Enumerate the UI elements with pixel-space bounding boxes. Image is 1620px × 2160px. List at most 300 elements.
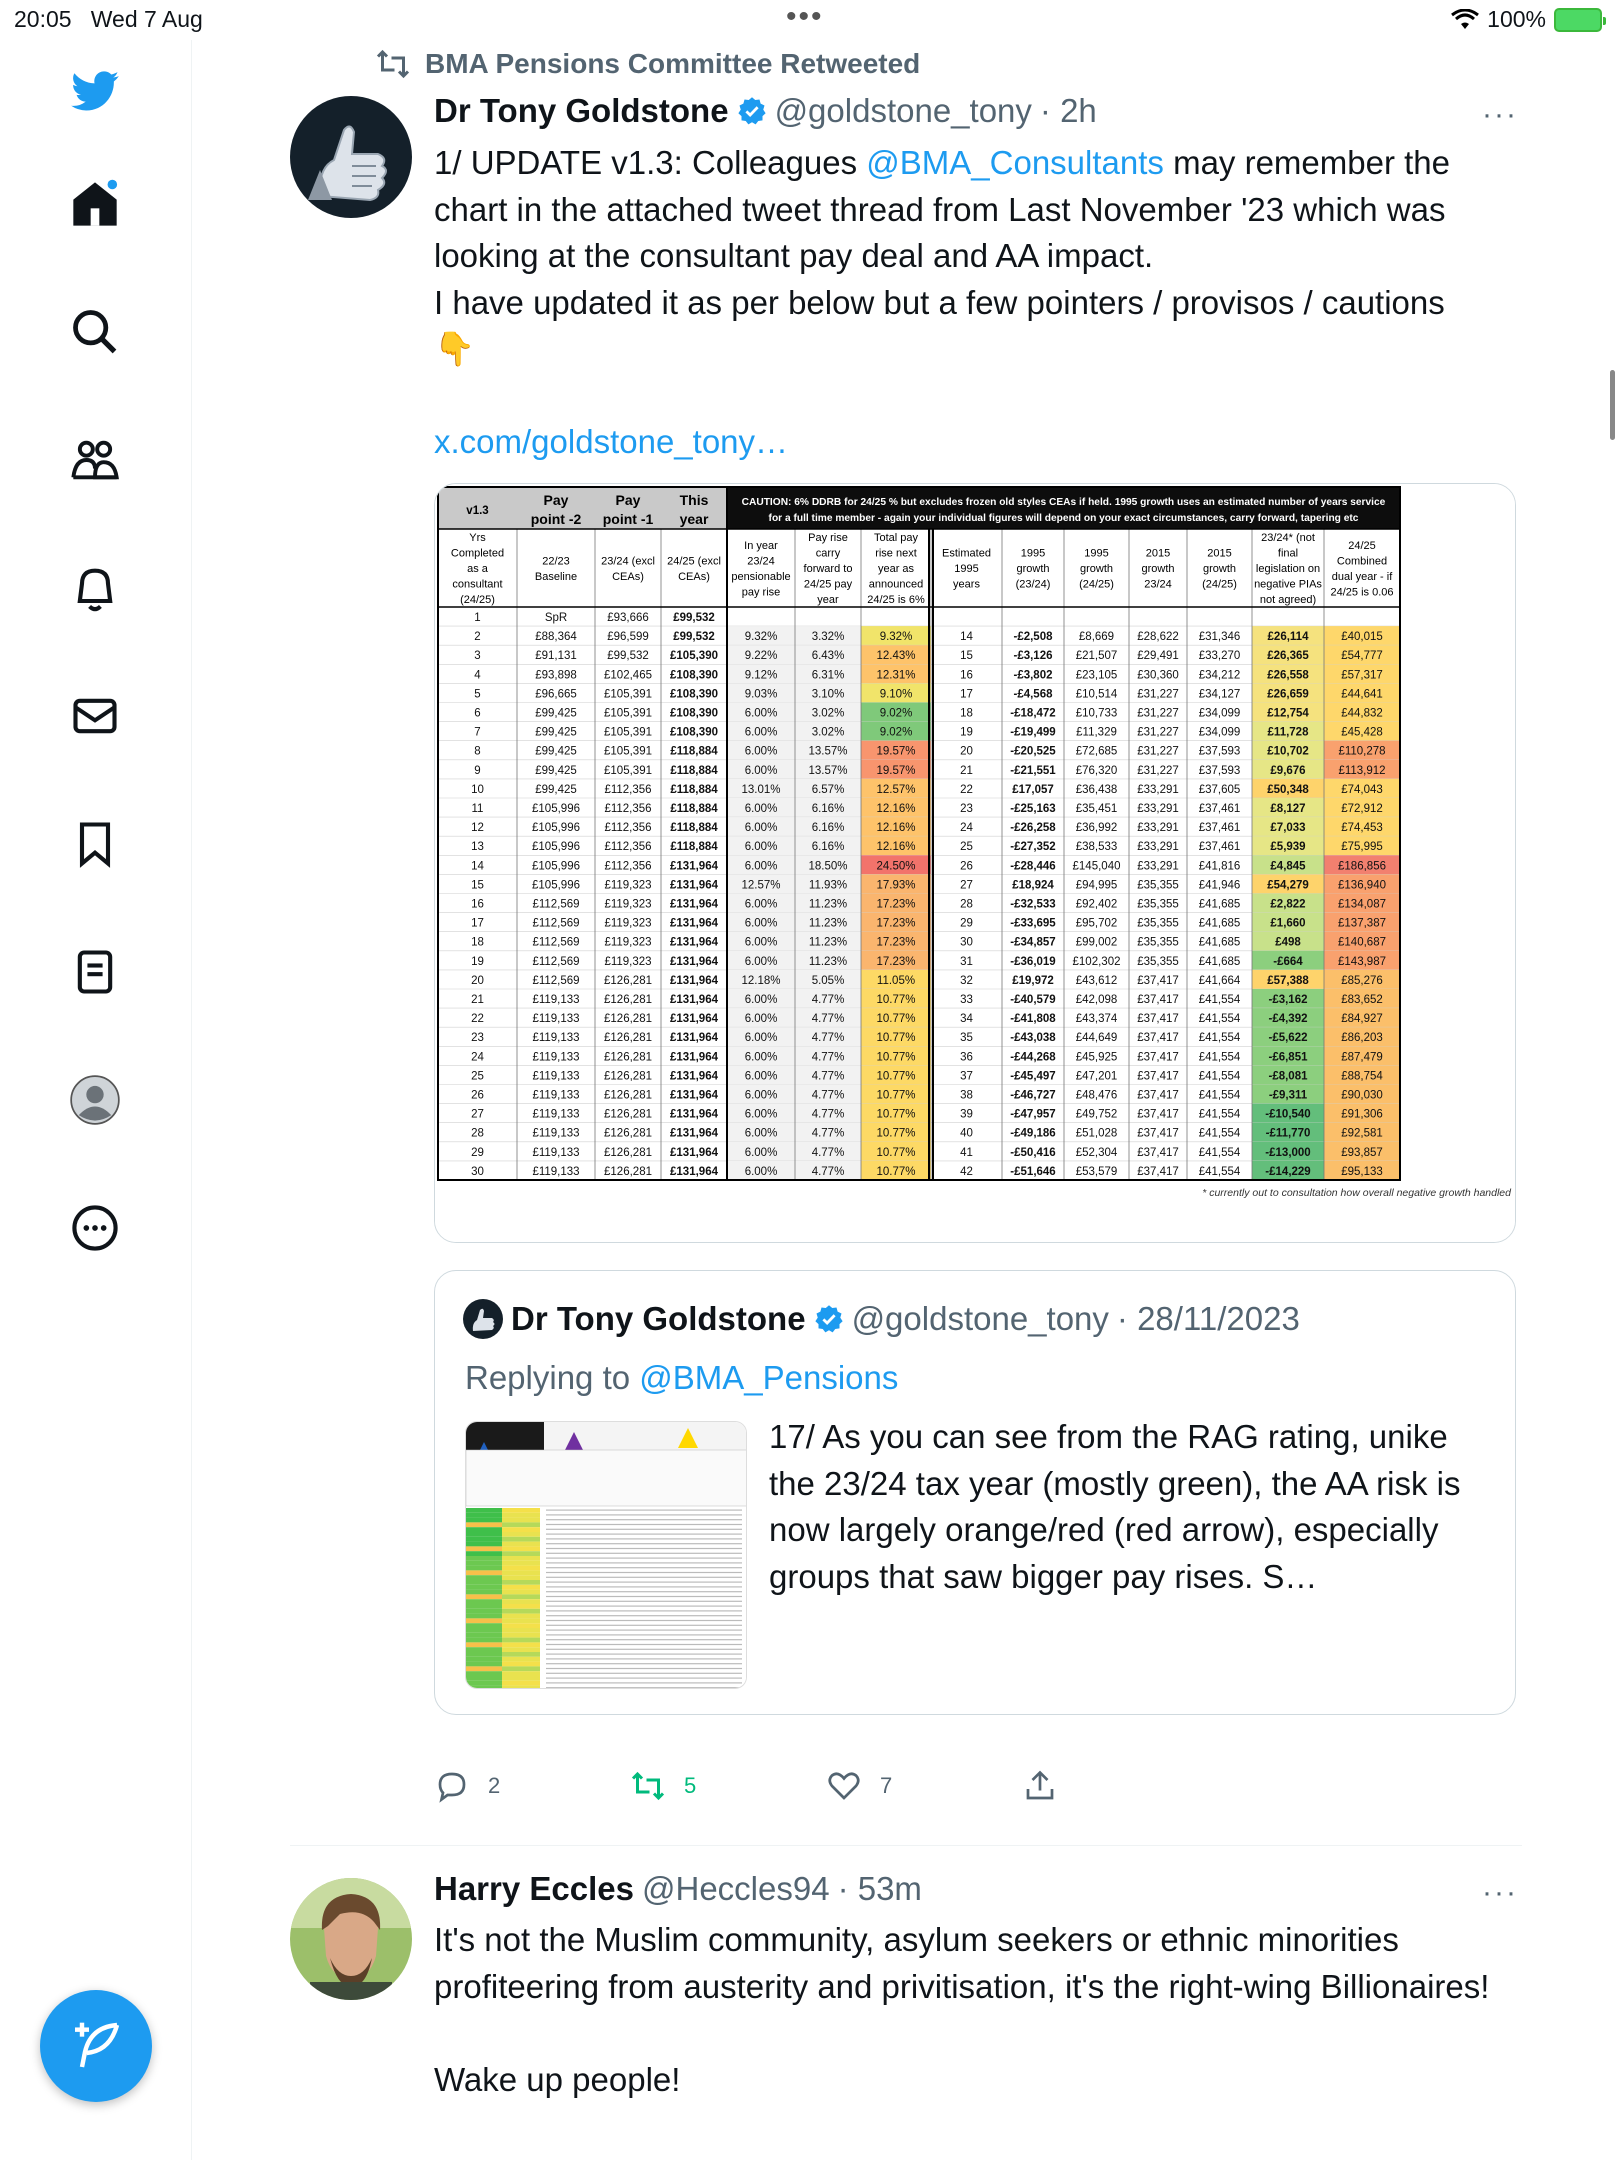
sheet-cell: £10,733 bbox=[1075, 707, 1118, 720]
sheet-cell: -£3,162 bbox=[1268, 994, 1308, 1006]
thumb-cell bbox=[546, 1529, 742, 1530]
status-bar bbox=[0, 0, 1620, 40]
sheet-cell: -£3,126 bbox=[1013, 650, 1053, 663]
sheet-cell: 4.77% bbox=[811, 1127, 845, 1140]
sheet-cell: 1 bbox=[474, 612, 481, 624]
author-avatar[interactable] bbox=[290, 1878, 412, 2000]
sheet-cell: £37,417 bbox=[1137, 1070, 1179, 1083]
author-handle[interactable]: @goldstone_tony bbox=[774, 92, 1032, 129]
thumb-cell bbox=[502, 1618, 540, 1623]
sheet-cell: £29,491 bbox=[1137, 650, 1179, 663]
sheet-column-header: 23/24 (excl bbox=[601, 555, 655, 568]
sheet-cell: £23,105 bbox=[1075, 669, 1118, 682]
sheet-cell: -£26,258 bbox=[1010, 822, 1056, 835]
messages-icon[interactable] bbox=[58, 679, 132, 753]
sheet-cell: -£11,770 bbox=[1265, 1127, 1311, 1140]
share-button[interactable] bbox=[1022, 1768, 1058, 1804]
author-name[interactable]: Dr Tony Goldstone bbox=[434, 92, 729, 129]
sheet-cell: £99,532 bbox=[673, 612, 715, 624]
thumb-cell bbox=[502, 1686, 540, 1689]
sheet-cell: £33,291 bbox=[1137, 822, 1179, 835]
sheet-cell: 17.23% bbox=[876, 936, 916, 949]
thumb-cell bbox=[466, 1633, 502, 1638]
sheet-cell: £35,355 bbox=[1137, 879, 1179, 892]
thumb-cell bbox=[546, 1654, 742, 1655]
retweet-icon bbox=[630, 1768, 666, 1804]
sheet-cell: £112,356 bbox=[604, 822, 652, 835]
thumb-cell bbox=[546, 1577, 742, 1578]
sheet-cell: 12.16% bbox=[876, 841, 916, 854]
thumb-cell bbox=[466, 1551, 502, 1556]
sheet-cell: £12,754 bbox=[1267, 707, 1309, 720]
sheet-cell: 6.16% bbox=[811, 803, 845, 815]
thumb-cell bbox=[466, 1662, 502, 1667]
sheet-cell: £34,099 bbox=[1198, 707, 1241, 720]
sheet-cell: £112,356 bbox=[604, 803, 652, 815]
sheet-column-header: growth bbox=[1016, 563, 1050, 575]
sheet-cell: £37,461 bbox=[1198, 803, 1241, 815]
sheet-cell: 3.02% bbox=[811, 707, 845, 720]
sheet-cell: 12 bbox=[471, 822, 484, 835]
sheet-cell: 34 bbox=[960, 1013, 973, 1026]
sheet-cell: -£51,646 bbox=[1010, 1165, 1056, 1178]
sheet-cell: £37,461 bbox=[1198, 822, 1241, 835]
thumb-cell bbox=[502, 1676, 540, 1681]
thumb-cell bbox=[546, 1591, 742, 1592]
sheet-column-header: consultant bbox=[452, 578, 503, 591]
sheet-cell: 14 bbox=[471, 860, 484, 873]
sheet-cell: 6.00% bbox=[744, 841, 778, 854]
sheet-cell: 6.00% bbox=[744, 936, 778, 949]
thumb-cell bbox=[502, 1590, 540, 1595]
quoted-tweet-time: · 28/11/2023 bbox=[1116, 1300, 1300, 1337]
thumb-cell bbox=[466, 1522, 502, 1527]
sheet-cell: £41,554 bbox=[1198, 1070, 1241, 1083]
sheet-cell: 25 bbox=[960, 841, 973, 854]
sheet-cell: £105,391 bbox=[604, 745, 652, 758]
sheet-cell: £119,133 bbox=[532, 1146, 580, 1159]
sheet-cell: £131,964 bbox=[670, 898, 718, 911]
tweet-text: It's not the Muslim community, asylum seekers or ethnic minorities profiteering from austerity and privitisation, it's the right-wing Billionaires! Wake up people! bbox=[434, 1921, 1490, 2098]
sheet-cell: 12.18% bbox=[741, 974, 781, 987]
sheet-cell: £119,323 bbox=[604, 917, 652, 930]
thumb-cell bbox=[466, 1604, 502, 1609]
sheet-cell: 19 bbox=[960, 726, 973, 739]
sheet-cell: 9.32% bbox=[879, 631, 913, 644]
sheet-cell: £118,884 bbox=[670, 783, 718, 796]
sheet-cell: £99,532 bbox=[607, 650, 649, 663]
sheet-header: Pay bbox=[615, 492, 641, 508]
sheet-cell: 6 bbox=[474, 707, 481, 720]
sheet-cell: £118,884 bbox=[670, 803, 718, 815]
thumb-cell bbox=[502, 1604, 540, 1609]
sheet-cell: 10.77% bbox=[876, 1127, 916, 1140]
status-time: 20:05 Wed 7 Aug bbox=[14, 6, 203, 32]
sheet-footnote: * currently out to consultation how overall negative growth handled bbox=[1202, 1187, 1511, 1199]
thumb-cell bbox=[466, 1566, 502, 1571]
sheet-cell: £119,133 bbox=[532, 1070, 580, 1083]
thumb-cell bbox=[502, 1537, 540, 1542]
sheet-cell: £36,438 bbox=[1075, 783, 1118, 796]
sheet-header: year bbox=[679, 511, 709, 527]
author-handle[interactable]: @Heccles94 bbox=[641, 1870, 830, 1907]
sheet-cell: £93,666 bbox=[607, 612, 649, 624]
sheet-cell: 6.00% bbox=[744, 1108, 778, 1121]
sheet-cell: £41,664 bbox=[1198, 974, 1241, 987]
retweeted-by-label[interactable]: BMA Pensions Committee Retweeted bbox=[425, 48, 921, 79]
sheet-cell: 16 bbox=[960, 669, 973, 682]
tweet-more-icon[interactable]: ··· bbox=[1482, 98, 1518, 131]
sheet-cell: £105,996 bbox=[532, 860, 580, 873]
profile-icon[interactable] bbox=[58, 1063, 132, 1137]
sheet-cell: £41,554 bbox=[1198, 1127, 1241, 1140]
sheet-cell: £131,964 bbox=[670, 936, 718, 949]
scrollbar[interactable] bbox=[1610, 370, 1615, 440]
sheet-cell: £37,417 bbox=[1137, 1127, 1179, 1140]
sheet-cell: £118,884 bbox=[670, 745, 718, 758]
retweet-icon bbox=[375, 49, 411, 79]
sheet-cell: £108,390 bbox=[670, 707, 718, 720]
sheet-cell: 12.16% bbox=[876, 822, 916, 835]
sheet-cell: £112,569 bbox=[532, 898, 580, 911]
quoted-image-thumbnail[interactable] bbox=[465, 1421, 747, 1689]
sheet-cell: £41,685 bbox=[1198, 955, 1241, 968]
tweet-more-icon[interactable]: ··· bbox=[1482, 1876, 1518, 1909]
sheet-cell: 13.57% bbox=[808, 764, 848, 777]
quoted-avatar[interactable] bbox=[463, 1299, 503, 1339]
sheet-cell: £41,554 bbox=[1198, 1013, 1241, 1026]
sheet-cell: £41,554 bbox=[1198, 1089, 1241, 1102]
bookmarks-icon[interactable] bbox=[58, 807, 132, 881]
sheet-cell: 19 bbox=[471, 955, 484, 968]
sheet-cell: 33 bbox=[960, 994, 973, 1006]
author-name[interactable]: Harry Eccles bbox=[434, 1870, 634, 1907]
sheet-cell: £126,281 bbox=[604, 974, 652, 987]
sheet-cell: £119,133 bbox=[532, 1127, 580, 1140]
thumb-cell bbox=[502, 1575, 540, 1580]
sheet-cell: -£34,857 bbox=[1010, 936, 1056, 949]
sheet-cell: 40 bbox=[960, 1127, 973, 1140]
tweet-divider bbox=[290, 1845, 1522, 1846]
sheet-column-header: Estimated bbox=[942, 547, 991, 560]
mention-link[interactable]: @BMA_Consultants bbox=[866, 144, 1164, 181]
sheet-cell: £18,924 bbox=[1012, 879, 1054, 892]
sheet-cell: 4.77% bbox=[811, 1013, 845, 1026]
thumb-cell bbox=[466, 1642, 502, 1647]
notifications-icon[interactable] bbox=[58, 551, 132, 625]
sheet-cell: 26 bbox=[471, 1089, 484, 1102]
sheet-cell: £112,569 bbox=[532, 936, 580, 949]
sheet-cell: 12.57% bbox=[876, 783, 916, 796]
reply-icon bbox=[434, 1768, 470, 1804]
sheet-cell: 9.02% bbox=[879, 707, 913, 720]
sheet-cell: £108,390 bbox=[670, 669, 718, 682]
sheet-cell: -£14,229 bbox=[1265, 1165, 1311, 1178]
sheet-cell: £76,320 bbox=[1075, 764, 1118, 777]
sheet-cell: £41,685 bbox=[1198, 917, 1241, 930]
thumb-cell bbox=[546, 1658, 742, 1659]
sheet-cell: £119,133 bbox=[532, 1108, 580, 1121]
sheet-cell: 24 bbox=[960, 822, 973, 835]
sheet-cell: 27 bbox=[471, 1108, 484, 1121]
sheet-column-header: growth bbox=[1202, 563, 1237, 575]
sheet-column-header: pensionable bbox=[731, 570, 791, 583]
sheet-cell: 21 bbox=[960, 764, 973, 777]
communities-icon[interactable] bbox=[58, 423, 132, 497]
sheet-cell: 9.32% bbox=[744, 631, 778, 644]
sheet-cell: £8,669 bbox=[1078, 631, 1115, 644]
quoted-author-handle[interactable]: @goldstone_tony bbox=[851, 1300, 1109, 1337]
sheet-cell: £91,306 bbox=[1341, 1108, 1383, 1121]
sheet-cell: 5.05% bbox=[811, 974, 845, 987]
sheet-cell: 5 bbox=[474, 688, 481, 701]
sheet-cell: £131,964 bbox=[670, 879, 718, 892]
sheet-cell: £110,278 bbox=[1338, 745, 1386, 758]
sheet-cell: £43,612 bbox=[1075, 974, 1118, 987]
thumb-cell bbox=[502, 1532, 540, 1537]
sheet-column-header: CEAs) bbox=[612, 570, 644, 583]
heart-icon bbox=[826, 1768, 862, 1804]
sheet-cell: £45,925 bbox=[1075, 1051, 1118, 1064]
sheet-cell: 10.77% bbox=[876, 994, 916, 1006]
sheet-cell: £35,355 bbox=[1137, 917, 1179, 930]
thumb-cell bbox=[546, 1524, 742, 1525]
sheet-cell: 14 bbox=[960, 631, 973, 644]
sheet-cell: 4.77% bbox=[811, 1089, 845, 1102]
thumb-cell bbox=[546, 1543, 742, 1544]
sheet-cell: £40,015 bbox=[1341, 631, 1383, 644]
thumb-cell bbox=[546, 1582, 742, 1583]
sheet-cell: 24 bbox=[471, 1051, 484, 1064]
quoted-tweet-text: 17/ As you can see from the RAG rating, unike the 23/24 tax year (mostly green), the AA risk is now largely orange/red (red arrow), especially groups that saw bigger pay rises. S… bbox=[769, 1418, 1461, 1595]
sheet-column-header: final bbox=[1277, 547, 1299, 560]
thumb-cell bbox=[546, 1567, 742, 1568]
sheet-cell: £33,291 bbox=[1137, 841, 1179, 854]
retweet-button[interactable] bbox=[630, 1768, 696, 1804]
more-icon[interactable] bbox=[58, 1191, 132, 1265]
quoted-header bbox=[463, 1299, 1300, 1339]
tweet-header bbox=[434, 1870, 922, 1908]
sheet-cell: £131,964 bbox=[670, 1051, 718, 1064]
thumb-cell bbox=[546, 1538, 742, 1539]
sheet-cell: £54,777 bbox=[1341, 650, 1383, 663]
sheet-header: point -2 bbox=[530, 511, 582, 527]
sheet-column-header: Yrs bbox=[469, 532, 486, 544]
thumb-cell bbox=[466, 1508, 502, 1513]
sheet-cell: £96,665 bbox=[535, 688, 577, 701]
sheet-cell: £131,964 bbox=[670, 1070, 718, 1083]
thumb-cell bbox=[546, 1572, 742, 1573]
sheet-cell: £31,227 bbox=[1137, 707, 1179, 720]
sheet-cell: 6.00% bbox=[744, 1127, 778, 1140]
sheet-cell: £105,996 bbox=[532, 879, 580, 892]
sheet-cell: 10.77% bbox=[876, 1032, 916, 1045]
sheet-cell: £105,391 bbox=[604, 764, 652, 777]
author-avatar[interactable] bbox=[290, 96, 412, 218]
sheet-cell: £26,365 bbox=[1267, 650, 1309, 663]
thumb-cell bbox=[466, 1542, 502, 1547]
sheet-cell: £37,417 bbox=[1137, 1051, 1179, 1064]
sheet-cell: £99,532 bbox=[673, 631, 715, 644]
sheet-cell: -£49,186 bbox=[1010, 1127, 1056, 1140]
sheet-cell: 17.23% bbox=[876, 917, 916, 930]
sheet-cell: £126,281 bbox=[604, 1127, 652, 1140]
sheet-cell: £137,387 bbox=[1338, 917, 1386, 930]
sheet-cell: £131,964 bbox=[670, 860, 718, 873]
sheet-cell: £5,939 bbox=[1270, 841, 1306, 854]
sheet-cell: £87,479 bbox=[1341, 1051, 1383, 1064]
sheet-cell: -£664 bbox=[1273, 955, 1303, 968]
sheet-cell: 24.50% bbox=[876, 860, 916, 873]
sheet-cell: £37,417 bbox=[1137, 1032, 1179, 1045]
sheet-cell: 19.57% bbox=[876, 764, 916, 777]
thumb-cell bbox=[466, 1671, 502, 1676]
thumb-cell bbox=[466, 1546, 502, 1551]
sheet-cell: -£50,416 bbox=[1010, 1146, 1056, 1159]
sheet-cell: 9.12% bbox=[744, 669, 778, 682]
sheet-cell: 13.01% bbox=[741, 783, 781, 796]
thumb-cell bbox=[502, 1633, 540, 1638]
sheet-cell: £94,995 bbox=[1075, 879, 1118, 892]
sheet-cell: 6.16% bbox=[811, 822, 845, 835]
sheet-cell: £43,374 bbox=[1075, 1013, 1118, 1026]
sheet-cell: -£32,533 bbox=[1010, 898, 1056, 911]
sheet-cell: £112,356 bbox=[604, 841, 652, 854]
sheet-cell: £37,593 bbox=[1198, 745, 1241, 758]
sheet-cell: £26,659 bbox=[1267, 688, 1309, 701]
sheet-cell: 16 bbox=[471, 898, 484, 911]
like-button[interactable] bbox=[826, 1768, 892, 1804]
sheet-cell: 6.00% bbox=[744, 803, 778, 815]
sheet-cell: £99,425 bbox=[535, 745, 577, 758]
sheet-cell: 6.00% bbox=[744, 707, 778, 720]
sheet-column-header: year as bbox=[877, 563, 915, 575]
sheet-column-header: 23/24 bbox=[747, 555, 775, 568]
sheet-column-header: 24/25 is 0.06 bbox=[1330, 586, 1394, 599]
sheet-cell: £37,417 bbox=[1137, 1108, 1179, 1121]
sheet-cell: £37,605 bbox=[1198, 783, 1241, 796]
sheet-cell: 3.02% bbox=[811, 726, 845, 739]
sheet-cell: £44,832 bbox=[1341, 707, 1383, 720]
sheet-cell: 11.05% bbox=[876, 974, 916, 987]
sheet-cell: £37,417 bbox=[1137, 994, 1179, 1006]
tweet-time[interactable]: · 2h bbox=[1039, 92, 1097, 129]
sheet-cell: 37 bbox=[960, 1070, 973, 1083]
sheet-cell: £126,281 bbox=[604, 1013, 652, 1026]
sheet-cell: 6.00% bbox=[744, 1146, 778, 1159]
sheet-cell: £33,291 bbox=[1137, 803, 1179, 815]
sheet-version: v1.3 bbox=[466, 505, 489, 517]
multitask-dots-icon[interactable]: ••• bbox=[786, 0, 824, 33]
sheet-cell: 10.77% bbox=[876, 1051, 916, 1064]
verified-badge-icon bbox=[814, 1304, 844, 1334]
sheet-column-header: carry bbox=[815, 547, 841, 560]
timeline bbox=[192, 40, 1522, 2160]
sheet-cell: £9,676 bbox=[1270, 764, 1306, 777]
tweet-time[interactable]: · 53m bbox=[837, 1870, 922, 1907]
sheet-header: Pay bbox=[543, 492, 569, 508]
thumb-cell bbox=[546, 1682, 742, 1683]
search-icon[interactable] bbox=[58, 295, 132, 369]
sheet-cell: £75,995 bbox=[1341, 841, 1383, 854]
sheet-cell: 17.93% bbox=[876, 879, 916, 892]
sheet-cell: 3.10% bbox=[811, 688, 845, 701]
battery-percent: 100% bbox=[1487, 6, 1546, 32]
sheet-cell: £119,323 bbox=[604, 879, 652, 892]
thumb-cell bbox=[502, 1518, 540, 1523]
sheet-cell: £37,417 bbox=[1137, 974, 1179, 987]
sheet-cell: £11,728 bbox=[1267, 726, 1309, 739]
sheet-cell: -£45,497 bbox=[1010, 1070, 1056, 1083]
sheet-cell: £126,281 bbox=[604, 1108, 652, 1121]
sheet-cell: -£27,352 bbox=[1010, 841, 1056, 854]
sheet-cell: £119,133 bbox=[532, 1013, 580, 1026]
lists-icon[interactable] bbox=[58, 935, 132, 1009]
reply-button[interactable] bbox=[434, 1768, 500, 1804]
twitter-logo-icon[interactable] bbox=[58, 54, 132, 128]
sheet-cell: 9.02% bbox=[879, 726, 913, 739]
sheet-cell: £19,972 bbox=[1012, 974, 1054, 987]
tweet-link[interactable]: x.com/goldstone_tony… bbox=[434, 423, 789, 460]
sheet-cell: 18 bbox=[471, 936, 484, 949]
sheet-cell: £57,317 bbox=[1341, 669, 1383, 682]
sheet-cell: -£2,508 bbox=[1013, 631, 1053, 644]
thumb-cell bbox=[546, 1606, 742, 1607]
home-icon[interactable] bbox=[58, 167, 132, 241]
thumb-cell bbox=[502, 1522, 540, 1527]
thumb-cell bbox=[466, 1570, 502, 1575]
sheet-cell: 17.23% bbox=[876, 898, 916, 911]
sheet-cell: £105,391 bbox=[604, 688, 652, 701]
sheet-cell: 4.77% bbox=[811, 1070, 845, 1083]
sheet-cell: 9.22% bbox=[744, 650, 778, 663]
sidebar bbox=[0, 40, 192, 2160]
thumb-cell bbox=[546, 1630, 742, 1631]
sheet-cell: -£4,568 bbox=[1013, 688, 1053, 701]
sheet-column-header: (24/25) bbox=[1202, 578, 1237, 591]
sheet-cell: £33,270 bbox=[1198, 650, 1241, 663]
sheet-cell: £41,554 bbox=[1198, 1146, 1241, 1159]
thumb-cell bbox=[466, 1537, 502, 1542]
sheet-cell: £44,641 bbox=[1341, 688, 1383, 701]
sheet-cell: £96,599 bbox=[607, 631, 649, 644]
sheet-cell: £131,964 bbox=[670, 974, 718, 987]
thumb-cell bbox=[466, 1518, 502, 1523]
sheet-cell: £113,912 bbox=[1338, 764, 1386, 777]
sheet-cell: 11 bbox=[471, 803, 484, 815]
sheet-cell: 6.00% bbox=[744, 745, 778, 758]
sheet-cell: £36,992 bbox=[1075, 822, 1118, 835]
thumb-cell bbox=[466, 1628, 502, 1633]
quoted-author-name[interactable]: Dr Tony Goldstone bbox=[511, 1300, 806, 1337]
attached-spreadsheet-image[interactable] bbox=[434, 483, 1516, 1243]
sheet-caution: for a full time member - again your individual figures will depend on your exact circumstances, carry forward, tapering etc bbox=[768, 513, 1359, 524]
sheet-caution: CAUTION: 6% DDRB for 24/25 % but excludes frozen old styles CEAs if held. 1995 growth uses an estimated number of years service bbox=[741, 497, 1386, 508]
sheet-cell: 12.43% bbox=[876, 650, 916, 663]
replying-to-mention[interactable]: @BMA_Pensions bbox=[639, 1359, 899, 1396]
sheet-cell: 11.23% bbox=[808, 917, 848, 930]
compose-tweet-button[interactable] bbox=[40, 1990, 152, 2102]
thumb-cell bbox=[502, 1666, 540, 1671]
sheet-cell: £83,652 bbox=[1341, 994, 1383, 1006]
sheet-cell: 6.00% bbox=[744, 1089, 778, 1102]
sheet-column-header: 23/24* (not bbox=[1261, 532, 1315, 544]
thumb-cell bbox=[502, 1623, 540, 1628]
sheet-cell: 38 bbox=[960, 1089, 973, 1102]
quoted-tweet[interactable] bbox=[434, 1270, 1516, 1715]
thumb-cell bbox=[502, 1546, 540, 1551]
sheet-cell: 31 bbox=[960, 955, 973, 968]
